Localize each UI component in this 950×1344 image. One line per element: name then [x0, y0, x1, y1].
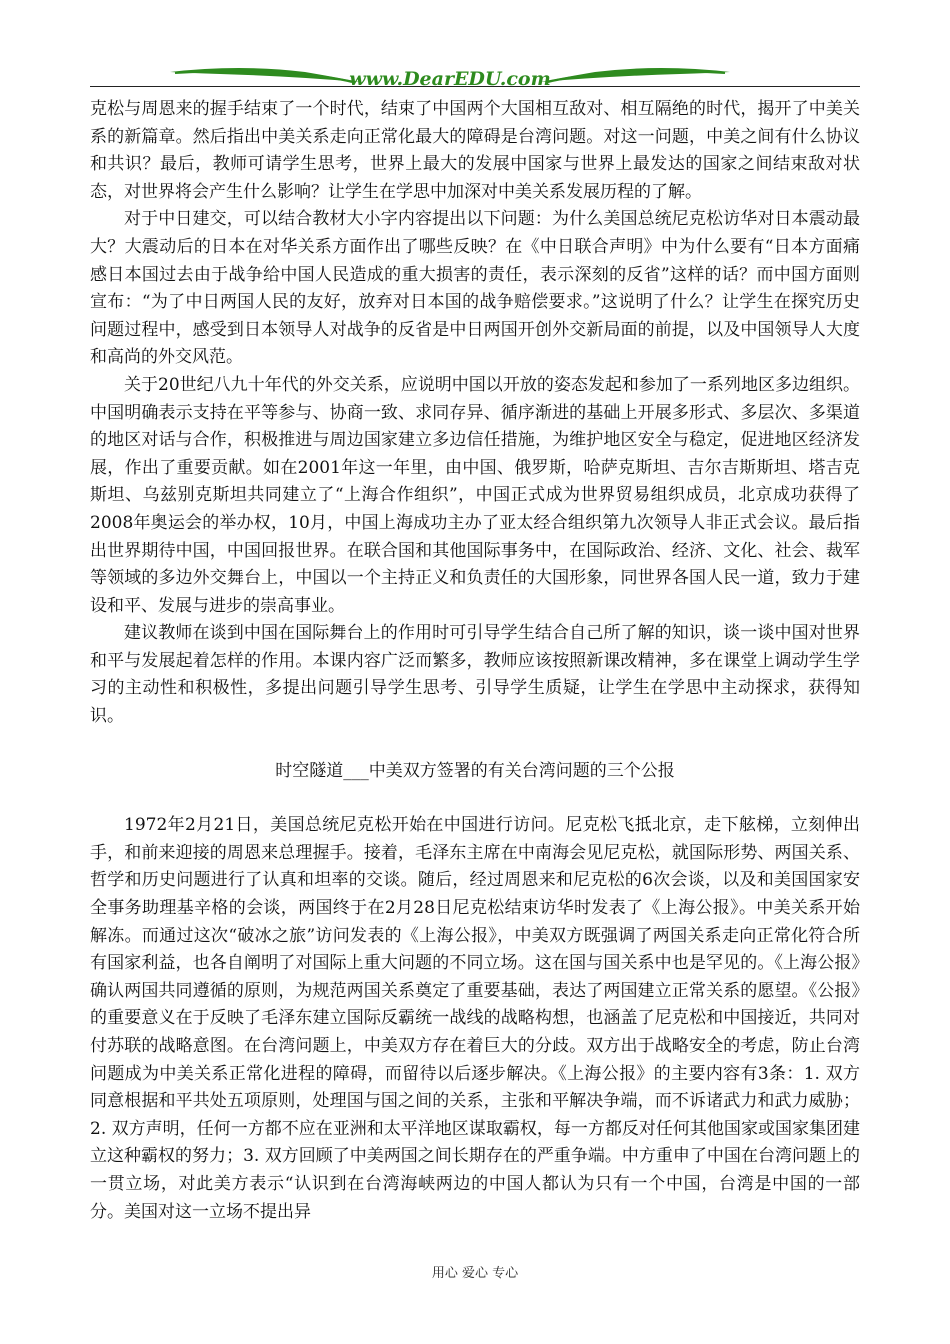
document-body [90, 96, 860, 1226]
section-title: 时空隧道___中美双方签署的有关台湾问题的三个公报 [275, 760, 675, 781]
header-logo-text: www.DearEDU.com [349, 68, 551, 90]
paragraph-3: 关于20世纪八九十年代的外交关系，应说明中国以开放的姿态发起和参加了一系列地区多边组织。中国明确表示支持在平等参与、协商一致、求同存异、循序渐进的基础上开展多形式、多层次、多渠道的地区对话与合作，积极推进与周边国家建立多边信任措施，为维护地区安全与稳定，促进地区经济发展，作出了重要贡献。如在2001年这一年里，由中国、俄罗斯，哈萨克斯坦、吉尔吉斯斯坦、塔吉克斯坦、乌兹别克斯坦共同建立了“上海合作组织”，中国正式成为世界贸易组织成员，北京成功获得了2008年奥运会的举办权，10月，中国上海成功主办了亚太经合组织第九次领导人非正式会议。最后指出世界期待中国，中国回报世界。在联合国和其他国际事务中，在国际政治、经济、文化、社会、裁军等领域的多边外交舞台上，中国以一个主持正义和负责任的大国形象，同世界各国人民一道，致力于建设和平、发展与进步的崇高事业。 [90, 374, 860, 616]
paragraph-1: 克松与周恩来的握手结束了一个时代，结束了中国两个大国相互敌对、相互隔绝的时代，揭开了中美关系的新篇章。然后指出中美关系走向正常化最大的障碍是台湾问题。对这一问题，中美之间有什么协议和共识？最后，教师可请学生思考，世界上最大的发展中国家与世界上最发达的国家之间结束敌对状态，对世界将会产生什么影响？让学生在学思中加深对中美关系发展历程的了解。 [90, 99, 860, 202]
paragraph-5: 1972年2月21日，美国总统尼克松开始在中国进行访问。尼克松飞抵北京，走下舷梯，立刻伸出手，和前来迎接的周恩来总理握手。接着，毛泽东主席在中南海会见尼克松，就国际形势、两国关系、哲学和历史问题进行了认真和坦率的交谈。随后，经过周恩来和尼克松的6次会谈，以及和美国国家安全事务助理基辛格的会谈，两国终于在2月28日尼克松结束访华时发表了《上海公报》。中美关系开始解冻。而通过这次“破冰之旅”访问发表的《上海公报》，中美双方既强调了两国关系走向正常化符合所有国家利益，也各自阐明了对国际上重大问题的不同立场。这在国与国关系中也是罕见的。《上海公报》确认两国共同遵循的原则，为规范两国关系奠定了重要基础，表达了两国建立正常关系的愿望。《公报》的重要意义在于反映了毛泽东建立国际反霸统一战线的战略构想，也涵盖了尼克松和中国接近，共同对付苏联的战略意图。在台湾问题上，中美双方存在着巨大的分歧。双方出于战略安全的考虑，防止台湾问题成为中美关系正常化进程的障碍，而留待以后逐步解决。《上海公报》的主要内容有3条：1. 双方同意根据和平共处五项原则，处理国与国之间的关系，主张和平解决争端，而不诉诸武力和武力威胁；2. 双方声明，任何一方都不应在亚洲和太平洋地区谋取霸权，每一方都反对任何其他国家或国家集团建立这种霸权的努力；3. 双方回顾了中美两国之间长期存在的严重争端。中方重申了中国在台湾问题上的一贯立场，对此美方表示“认识到在台湾海峡两边的中国人都认为只有一个中国，台湾是中国的一部分。美国对这一立场不提出异 [90, 815, 860, 1222]
header-rule [90, 86, 860, 87]
page-footer: 用心 爱心 专心 [431, 1266, 519, 1281]
paragraph-4: 建议教师在谈到中国在国际舞台上的作用时可引导学生结合自己所了解的知识，谈一谈中国对世界和平与发展起着怎样的作用。本课内容广泛而繁多，教师应该按照新课改精神，多在课堂上调动学生学习的主动性和积极性，多提出问题引导学生思考、引导学生质疑，让学生在学思中主动探求，获得知识。 [90, 623, 860, 727]
paragraph-2: 对于中日建交，可以结合教材大小字内容提出以下问题：为什么美国总统尼克松访华对日本震动最大？大震动后的日本在对华关系方面作出了哪些反映？在《中日联合声明》中为什么要有“日本方面痛感日本国过去由于战争给中国人民造成的重大损害的责任，表示深刻的反省”这样的话？而中国方面则宣布：“为了中日两国人民的友好，放弃对日本国的战争赔偿要求。”这说明了什么？让学生在探究历史问题过程中，感受到日本领导人对战争的反省是中日两国开创外交新局面的前提，以及中国领导人大度和高尚的外交风范。 [90, 209, 860, 368]
